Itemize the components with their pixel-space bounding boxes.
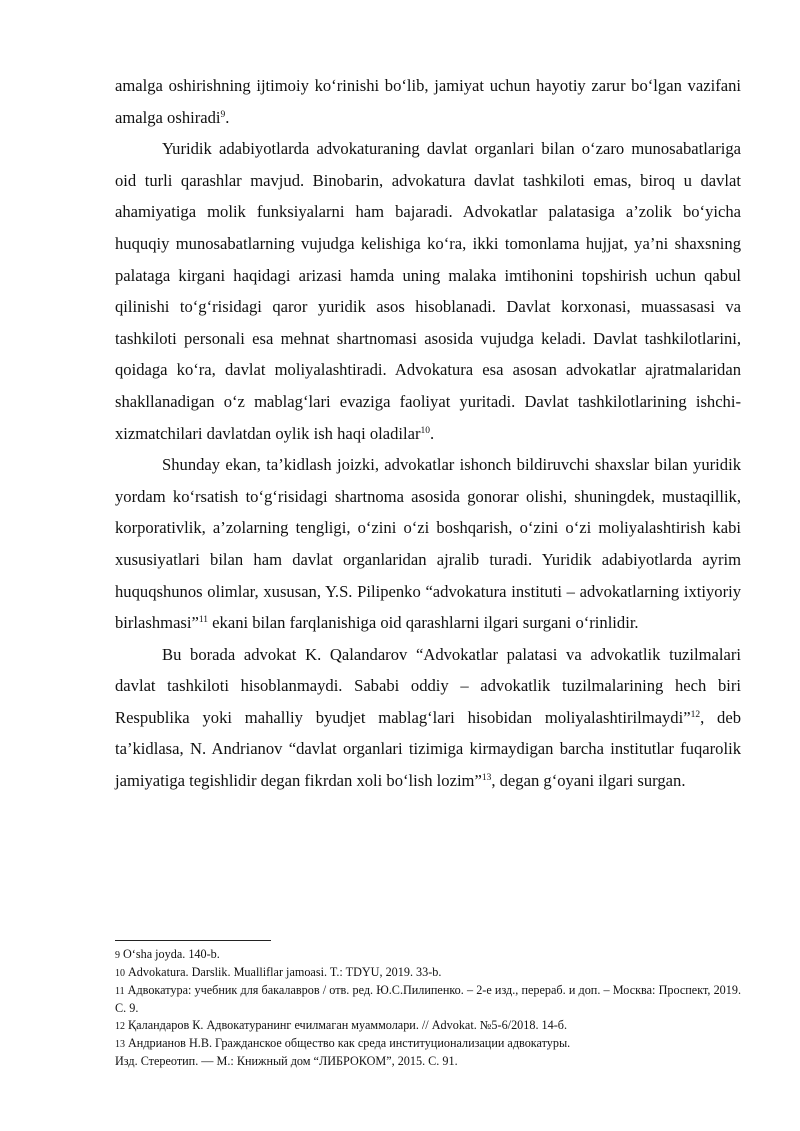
paragraph-text: , deb ta’kidlasa, N. Andrianov “davlat organlari tizimiga kirmaydigan barcha institutlar fuqarolik jamiyatiga tegishlidir degan fikrdan xoli bo‘lish lozim” (115, 707, 741, 791)
footnote-number: 11 (115, 986, 125, 997)
footnote-text: Адвокатура: учебник для бакалавров / отв. ред. Ю.С.Пилипенко. – 2-е изд., перераб. и доп. – Москва: Проспект, 2019. С. 9. (115, 983, 741, 1015)
footnote (115, 1035, 741, 1053)
document-body (115, 70, 741, 797)
paragraph (115, 133, 741, 449)
footnote-number: 9 (115, 950, 120, 961)
footnote (115, 1053, 741, 1070)
footnote-ref: 9 (220, 109, 226, 120)
paragraph (115, 449, 741, 639)
footnote-ref: 12 (690, 709, 701, 720)
footnote-text: Қаландаров К. Адвокатуранинг ечилмаган муаммолари. // Advokat. №5-6/2018. 14-б. (128, 1018, 568, 1032)
footnote (115, 946, 741, 964)
paragraph-text: , degan g‘oyani ilgari surgan. (491, 771, 686, 791)
footnote-ref: 10 (420, 425, 431, 436)
paragraph-text: Shunday ekan, ta’kidlash joizki, advokatlar ishonch bildiruvchi shaxslar bilan yuridik yordam ko‘rsatish to‘g‘risidagi shartnoma asosida gonorar olishi, shuningdek, mustaqillik, korporativlik, a’zolarning tengligi, o‘zini o‘zi boshqarish, o‘zini o‘zi moliyalashtirish kabi xususiyatlari bilan ham davlat organlaridan ajralib turadi. Yuridik adabiyotlarda ayrim huquqshunos olimlar, xususan, Y.S. Pilipenko “advokatura instituti – advokatlarning ixtiyoriy birlashmasi” (115, 455, 741, 633)
footnote-number: 13 (115, 1039, 125, 1050)
footnote-text: Advokatura. Darslik. Mualliflar jamoasi. T.: TDYU, 2019. 33-b. (128, 965, 442, 979)
footnote-text: O‘sha joyda. 140-b. (123, 947, 220, 961)
footnote (115, 964, 741, 982)
footnote-text: Андрианов Н.В. Гражданское общество как среда институционализации адвокатуры. (128, 1036, 571, 1050)
paragraph-text: amalga oshirishning ijtimoiy ko‘rinishi bo‘lib, jamiyat uchun hayotiy zarur bo‘lgan vazifani amalga oshiradi (115, 76, 741, 127)
footnotes (115, 946, 741, 1070)
paragraph-text: Yuridik adabiyotlarda advokaturaning davlat organlari bilan o‘zaro munosabatlariga oid turli qarashlar mavjud. Binobarin, advokatura davlat tashkiloti emas, biroq u davlat ahamiyatiga molik funksiyalarni ham bajaradi. Advokatlar palatasiga a’zolik bo‘yicha huquqiy munosabatlarning vujudga kelishiga ko‘ra, ikki tomonlama hujjat, ya’ni shaxsning palataga kirgani haqidagi arizasi hamda uning malaka imtihonini topshirish uchun qabul qilinishi to‘g‘risidagi qaror yuridik asos hisoblanadi. Davlat korxonasi, muassasasi va tashkiloti personali esa mehnat shartnomasi asosida vujudga keladi. Davlat tashkilotlarini, qoidaga ko‘ra, davlat moliyalashtiradi. Advokatura esa asosan advokatlar ajratmalaridan shakllanadigan o‘z mablag‘lari evaziga faoliyat yuritadi. Davlat tashkilotlarining ishchi-xizmatchilari davlatdan oylik ish haqi oladilar (115, 139, 741, 443)
footnote-separator (115, 940, 271, 941)
paragraph-text: . (225, 107, 230, 127)
paragraph (115, 639, 741, 797)
footnote-number: 10 (115, 968, 125, 979)
paragraph-text: ekani bilan farqlanishiga oid qarashlarni ilgari surgani o‘rinlidir. (208, 613, 639, 633)
footnote-text: Изд. Стереотип. — М.: Книжный дом “ЛИБРОКОМ”, 2015. С. 91. (115, 1054, 458, 1068)
footnote-number: 12 (115, 1021, 125, 1032)
paragraph (115, 70, 741, 133)
footnote (115, 982, 741, 1017)
footnote-ref: 13 (481, 773, 492, 784)
paragraph-text: Bu borada advokat K. Qalandarov “Advokatlar palatasi va advokatlik tuzilmalari davlat tashkiloti hisoblanmaydi. Sababi oddiy – advokatlik tuzilmalarining hech biri Respublika yoki mahalliy byudjet mablag‘lari hisobidan moliyalashtirilmaydi” (115, 644, 741, 727)
footnote-ref: 11 (198, 615, 209, 626)
footnote (115, 1017, 741, 1035)
paragraph-text: . (430, 423, 435, 443)
